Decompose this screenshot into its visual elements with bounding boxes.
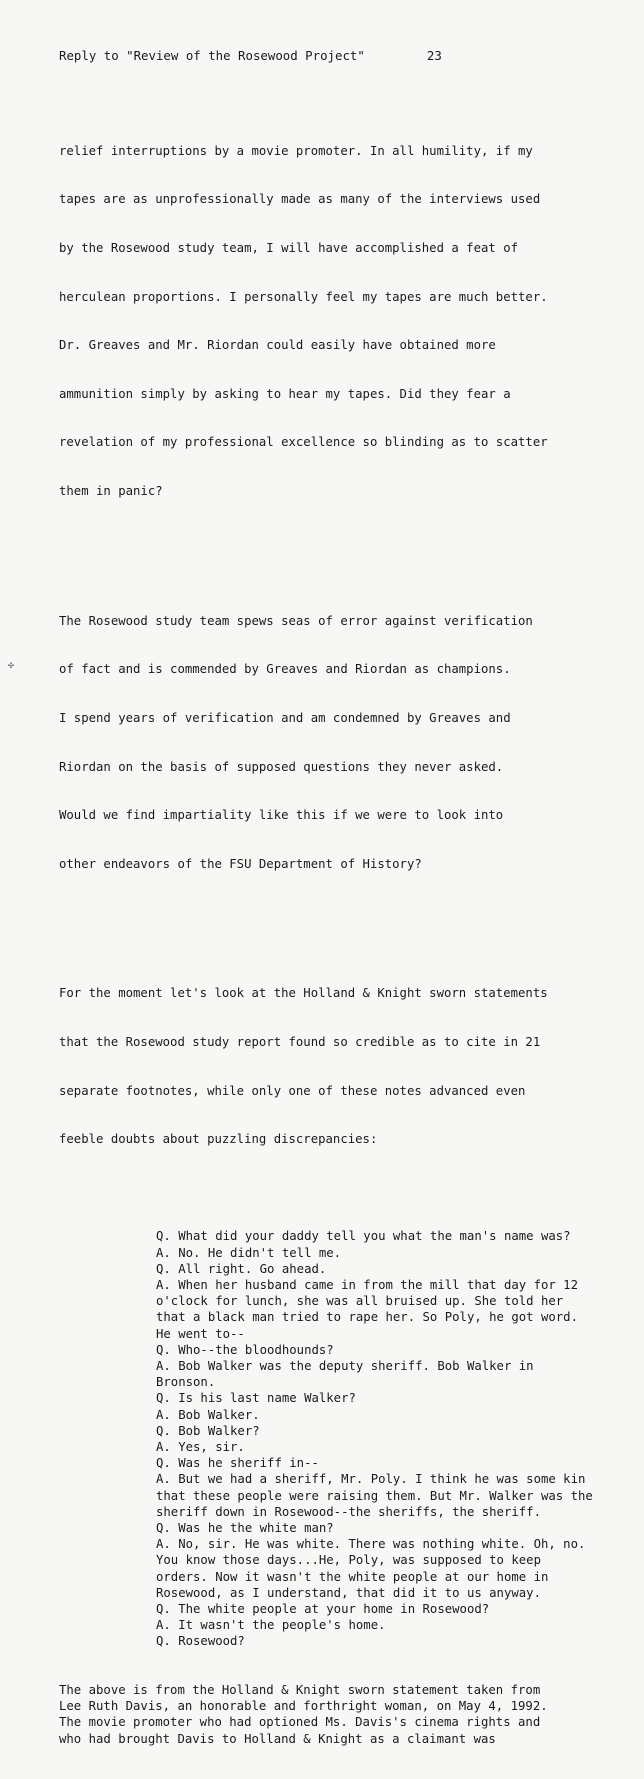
text-line: A. Yes, sir.	[156, 1440, 245, 1455]
text-line: Q. Bob Walker?	[156, 1423, 260, 1438]
text-line: A. No, sir. He was white. There was nothing white. Oh, no.	[156, 1537, 586, 1552]
text-line: Q. What did your daddy tell you what the man's name was?	[156, 1229, 571, 1244]
text-line: You know those days...He, Poly, was supposed to keep	[156, 1553, 541, 1568]
text-line: revelation of my professional excellence so blinding as to scatter	[59, 435, 548, 450]
text-line: I spend years of verification and am condemned by Greaves and	[59, 710, 511, 725]
document-body	[59, 78, 634, 1779]
text-line: Would we find impartiality like this if we were to look into	[59, 808, 504, 823]
text-line: that the Rosewood study report found so credible as to cite in 21	[59, 1034, 541, 1049]
text-line: The Rosewood study team spews seas of error against verification	[59, 613, 533, 628]
text-line: A. No. He didn't tell me.	[156, 1245, 342, 1260]
text-line: Q. The white people at your home in Rosewood?	[156, 1602, 490, 1617]
text-line: by the Rosewood study team, I will have accomplished a feat of	[59, 241, 519, 256]
text-line: The movie promoter who had optioned Ms. Davis's cinema rights and	[59, 1715, 541, 1730]
text-line: Rosewood, as I understand, that did it to us anyway.	[156, 1585, 541, 1600]
text-line: of fact and is commended by Greaves and Riordan as champions.	[59, 662, 511, 677]
closing-paragraph	[59, 1682, 634, 1747]
text-line: tapes are as unprofessionally made as many of the interviews used	[59, 192, 541, 207]
text-line: For the moment let's look at the Holland & Knight sworn statements	[59, 986, 548, 1001]
text-line: who had brought Davis to Holland & Knight as a claimant was	[59, 1731, 496, 1746]
text-line: Q. Was he sheriff in--	[156, 1456, 319, 1471]
text-line: Q. All right. Go ahead.	[156, 1261, 327, 1276]
text-line: Q. Is his last name Walker?	[156, 1391, 356, 1406]
text-line: A. Bob Walker was the deputy sheriff. Bob Walker in	[156, 1359, 534, 1373]
text-line: relief interruptions by a movie promoter. In all humility, if my	[59, 143, 533, 158]
paragraph-1	[59, 110, 634, 531]
text-line: A. When her husband came in from the mill that day for 12	[156, 1277, 578, 1292]
text-line: sheriff down in Rosewood--the sheriffs, the sheriff.	[156, 1504, 541, 1519]
text-line: feeble doubts about puzzling discrepancies:	[59, 1132, 378, 1147]
text-line: orders. Now it wasn't the white people at our home in	[156, 1569, 549, 1584]
text-line: Q. Who--the bloodhounds?	[156, 1342, 334, 1357]
text-line: o'clock for lunch, she was all bruised up. She told her	[156, 1294, 564, 1309]
text-line: He went to--	[156, 1326, 245, 1341]
text-line: that a black man tried to rape her. So Poly, he got word.	[156, 1310, 578, 1325]
paragraph-3	[59, 953, 634, 1180]
text-line: Bronson.	[156, 1375, 216, 1390]
text-line: separate footnotes, while only one of these notes advanced even	[59, 1083, 526, 1098]
text-line: Q. Rosewood?	[156, 1634, 245, 1649]
paragraph-2	[59, 580, 634, 904]
page-number: 23	[426, 48, 442, 63]
page-header	[59, 48, 442, 64]
text-line: Lee Ruth Davis, an honorable and forthright woman, on May 4, 1992.	[59, 1699, 548, 1714]
testimony-quote	[59, 1228, 634, 1649]
text-line: that these people were raising them. But Mr. Walker was the	[156, 1488, 593, 1503]
text-line: Riordan on the basis of supposed questions they never asked.	[59, 759, 504, 774]
header-title: Reply to "Review of the Rosewood Project"	[59, 48, 365, 63]
text-line: The above is from the Holland & Knight sworn statement taken from	[59, 1683, 541, 1698]
text-line: A. Bob Walker.	[156, 1407, 260, 1422]
text-line: Q. Was he the white man?	[156, 1521, 334, 1536]
text-line: A. But we had a sheriff, Mr. Poly. I think he was some kin	[156, 1472, 586, 1487]
text-line: them in panic?	[59, 484, 163, 499]
text-line: ammunition simply by asking to hear my tapes. Did they fear a	[59, 386, 511, 401]
margin-mark: ✣	[8, 660, 15, 671]
text-line: Dr. Greaves and Mr. Riordan could easily have obtained more	[59, 338, 496, 353]
text-line: other endeavors of the FSU Department of History?	[59, 856, 422, 871]
text-line: A. It wasn't the people's home.	[156, 1618, 386, 1633]
text-line: herculean proportions. I personally feel my tapes are much better.	[59, 289, 548, 304]
